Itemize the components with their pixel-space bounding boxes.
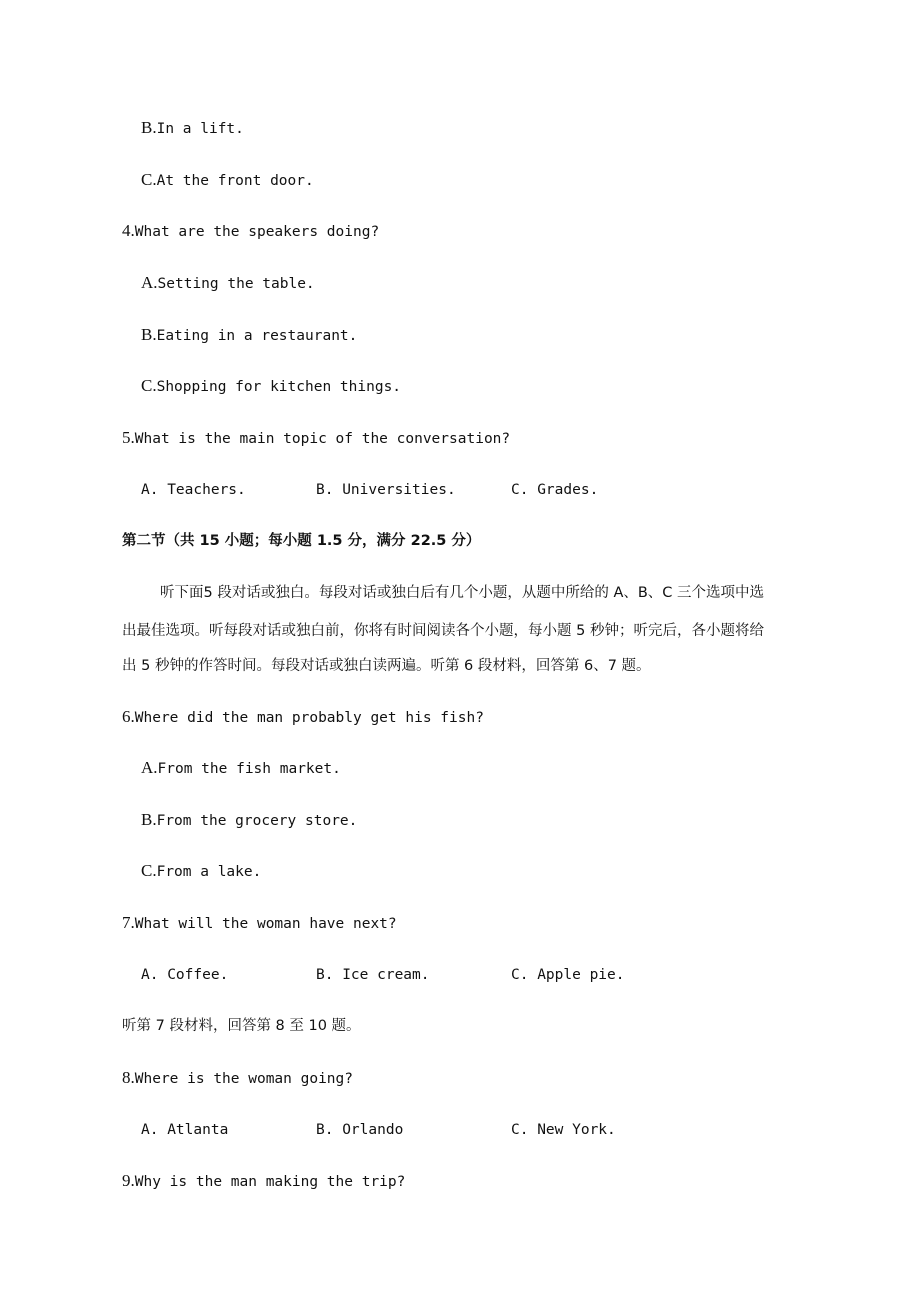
- q3-option-b: [141, 118, 244, 139]
- question-number: 9.: [122, 1171, 135, 1190]
- section-2-instructions-line-2: 出最佳选项。听每段对话或独白前，你将有时间阅读各个小题，每小题 5 秒钟；听完后，各小题将给: [122, 623, 764, 639]
- question-7: [122, 913, 397, 934]
- option-text: Shopping for kitchen things.: [156, 379, 402, 395]
- option-letter: A.: [141, 273, 158, 292]
- q3-option-c: [141, 170, 314, 191]
- question-8: [122, 1068, 353, 1089]
- option-letter: C.: [141, 170, 157, 189]
- question-number: 7.: [122, 913, 135, 932]
- question-text: Where is the woman going?: [134, 1071, 353, 1087]
- question-text: What are the speakers doing?: [134, 224, 380, 240]
- q5-option-c: C. Grades.: [511, 482, 599, 498]
- option-text: From the grocery store.: [156, 813, 358, 829]
- q7-option-b: B. Ice cream.: [316, 967, 430, 983]
- question-4: [122, 221, 379, 242]
- question-number: 6.: [122, 707, 135, 726]
- option-text: From a lake.: [156, 864, 262, 880]
- option-letter: C.: [141, 376, 157, 395]
- q6-option-c: [141, 861, 261, 882]
- question-text: What is the main topic of the conversation?: [134, 431, 511, 447]
- option-letter: B.: [141, 810, 157, 829]
- question-text: Why is the man making the trip?: [134, 1174, 406, 1190]
- q4-option-a: [141, 273, 315, 294]
- q7-option-c: C. Apple pie.: [511, 967, 625, 983]
- q6-option-a: [141, 758, 341, 779]
- q8-option-c: C. New York.: [511, 1122, 616, 1138]
- option-text: At the front door.: [156, 173, 314, 189]
- question-text: What will the woman have next?: [134, 916, 397, 932]
- q6-option-b: [141, 810, 357, 831]
- option-text: Setting the table.: [157, 276, 315, 292]
- q8-option-a: A. Atlanta: [141, 1122, 229, 1138]
- option-letter: A.: [141, 758, 158, 777]
- q8-option-b: B. Orlando: [316, 1122, 404, 1138]
- passage-7-note: 听第 7 段材料，回答第 8 至 10 题。: [122, 1018, 361, 1034]
- question-number: 4.: [122, 221, 135, 240]
- q5-option-b: B. Universities.: [316, 482, 456, 498]
- option-text: Eating in a restaurant.: [156, 328, 358, 344]
- question-text: Where did the man probably get his fish?: [134, 710, 484, 726]
- section-2-instructions-line-1: 听下面5 段对话或独白。每段对话或独白后有几个小题，从题中所给的 A、B、C 三个选项中选: [160, 585, 765, 601]
- question-number: 8.: [122, 1068, 135, 1087]
- q4-option-c: [141, 376, 401, 397]
- question-number: 5.: [122, 428, 135, 447]
- q4-option-b: [141, 325, 357, 346]
- option-letter: B.: [141, 325, 157, 344]
- option-letter: B.: [141, 118, 157, 137]
- question-5: [122, 428, 510, 449]
- option-text: From the fish market.: [157, 761, 341, 777]
- section-2-heading: 第二节（共 15 小题；每小题 1.5 分，满分 22.5 分）: [122, 533, 481, 549]
- option-letter: C.: [141, 861, 157, 880]
- section-2-instructions-line-3: 出 5 秒钟的作答时间。每段对话或独白读两遍。听第 6 段材料，回答第 6、7 题。: [122, 658, 651, 674]
- question-6: [122, 707, 484, 728]
- option-text: In a lift.: [156, 121, 244, 137]
- question-9: [122, 1171, 405, 1192]
- q7-option-a: A. Coffee.: [141, 967, 229, 983]
- q5-option-a: A. Teachers.: [141, 482, 246, 498]
